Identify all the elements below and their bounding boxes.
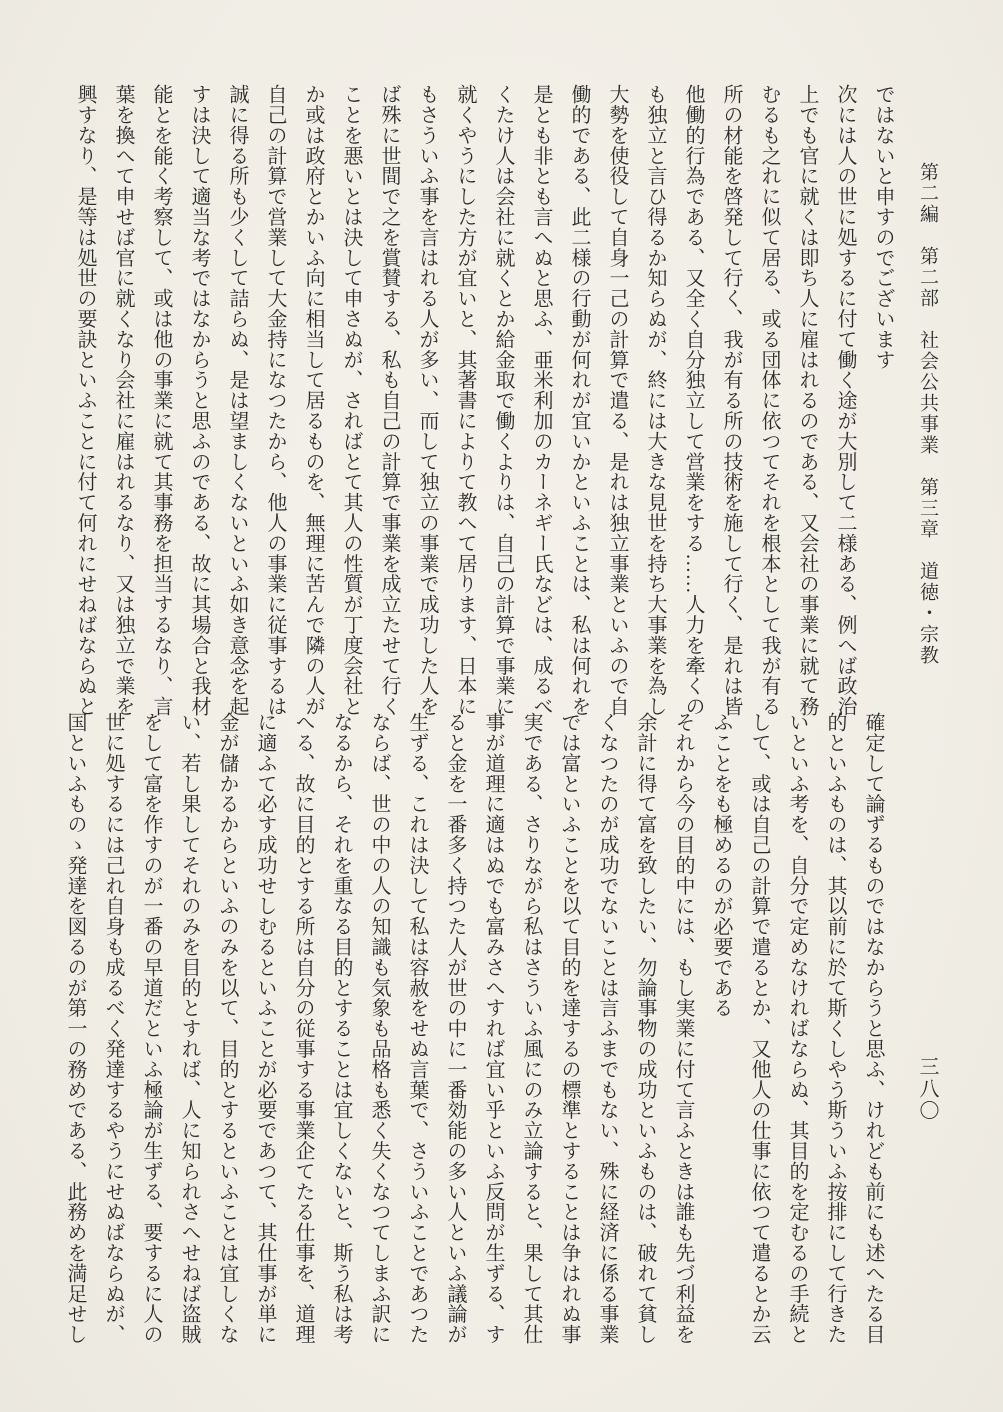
text-line: 大勢を使役して自身一己の計算で遣る、是れは独立事業といふので自 — [606, 84, 628, 717]
text-line: 事が道理に適はぬでも富みさへすれば宜い乎といふ反問が生ずる、す — [482, 712, 504, 1345]
text-line: 葉を換へて申せば官に就くなり会社に雇はれるなり、又は独立で業を — [112, 84, 134, 717]
text-line: 誠に得る所も少くして詰らぬ、是は望ましくないといふ如き意念を起 — [226, 84, 248, 717]
text-line: 所の材能を啓発して行く、我が有る所の技術を施して行く、是れは皆 — [720, 84, 742, 717]
text-line: 他働的行為である、又全く自分独立して営業をする……人力を牽くの — [682, 84, 704, 717]
text-line: して、或は自己の計算で遣るとか、又他人の仕事に依つて遣るとか云 — [748, 712, 770, 1345]
page-number: 三八〇 — [916, 1056, 938, 1122]
text-line: もさういふ事を言はれる人が多い、而して独立の事業で成功した人を — [416, 84, 438, 717]
text-line: では富といふことを以て目的を達するの標準とすることは争はれぬ事 — [558, 712, 580, 1345]
text-line: 次には人の世に処するに付て働く途が大別して二様ある、例へば政治 — [834, 84, 856, 717]
text-line: 確定して論ずるものではなからうと思ふ、けれども前にも述へたる目 — [862, 712, 884, 1345]
text-line: 自己の計算で営業して大金持になつたから、他人の事業に従事するは — [264, 84, 286, 717]
text-line: むるも之れに似て居る、或る団体に依つてそれを根本として我が有る — [758, 84, 780, 717]
text-line: へる、故に目的とする所は自分の従事する事業企てたる仕事を、道理 — [292, 712, 314, 1345]
text-line: 実である、さりながら私はさういふ風にのみ立論すると、果して其仕 — [520, 712, 542, 1345]
text-line: 是とも非とも言へぬと思ふ、亜米利加のカーネギー氏などは、成るべ — [530, 84, 552, 717]
text-line: くたけ人は会社に就くとか給金取で働くよりは、自己の計算で事業に — [492, 84, 514, 717]
text-line: も独立と言ひ得るか知らぬが、終には大きな見世を持ち大事業を為し — [644, 84, 666, 717]
top-text-block — [60, 84, 902, 716]
text-line: ならば、世の中の人の知識も気象も品格も悉く失くなつてしまふ訳に — [368, 712, 390, 1345]
text-line: ことを悪いとは決して申さぬが、さればとて其人の性質が丁度会社と — [340, 84, 362, 717]
text-line: 興すなり、是等は処世の要訣といふことに付て何れにせねばならぬと — [74, 84, 96, 717]
text-line: くなつたのが成功でないことは言ふまでもない、殊に経済に係る事業 — [596, 712, 618, 1345]
text-line: ば殊に世間で之を賞賛する、私も自己の計算で事業を成立たせて行く — [378, 84, 400, 717]
text-line: ると金を一番多く持つた人が世の中に一番効能の多い人といふ議論が — [444, 712, 466, 1345]
text-line: い、若し果してそれのみを目的とすれば、人に知られさへせねば盗賊 — [178, 712, 200, 1345]
text-line: 国といふものゝ発達を図るのが第一の務めである、此務めを満足せし — [64, 712, 86, 1345]
text-line: 生ずる、これは決して私は容赦をせぬ言葉で、さういふことであつた — [406, 712, 428, 1345]
text-line: 世に処するには己れ自身も成るべく発達するやうにせぬばならぬが、 — [102, 712, 124, 1345]
text-line: すは決して適当な考ではなからうと思ふのである、故に其場合と我材 — [188, 84, 210, 717]
text-line: 的といふものは、其以前に於て斯くしやう斯ういふ按排にして行きた — [824, 712, 846, 1345]
text-line: ふことをも極めるのが必要である — [710, 712, 732, 1018]
text-line: なるから、それを重なる目的とすることは宜しくないと、斯う私は考 — [330, 712, 352, 1345]
text-line: いといふ考を、自分で定めなければならぬ、其目的を定むるの手続と — [786, 712, 808, 1345]
text-line: 能とを能く考察して、或は他の事業に就て其事務を担当するなり、言 — [150, 84, 172, 717]
text-line: 働的である、此二様の行動が何れが宜いかといふことは、私は何れを — [568, 84, 590, 717]
text-line: か或は政府とかいふ向に相当して居るものを、無理に苦んで隣の人が — [302, 84, 324, 717]
text-line: 就くやうにした方が宜いと、其著書によりて教へて居ります、日本に — [454, 84, 476, 717]
text-line: に適ふて必す成功せしむるといふことが必要であつて、其仕事が単に — [254, 712, 276, 1345]
text-line: 金が儲かるからといふのみを以て、目的とするといふことは宜しくな — [216, 712, 238, 1345]
text-line: 余計に得て富を致したい、勿論事物の成功といふものは、破れて貧し — [634, 712, 656, 1345]
text-line: 上でも官に就くは即ち人に雇はれるのである、又会社の事業に就て務 — [796, 84, 818, 717]
text-line: ではないと申すのでございます — [872, 84, 894, 370]
bottom-text-block — [60, 712, 892, 1344]
text-line: それから今の目的中には、もし実業に付て言ふときは誰も先づ利益を — [672, 712, 694, 1345]
text-line: をして富を作すのが一番の早道だといふ極論が生ずる、要するに人の — [140, 712, 162, 1345]
running-header: 第二編 第二部 社会公共事業 第三章 道徳・宗教 — [917, 162, 938, 666]
